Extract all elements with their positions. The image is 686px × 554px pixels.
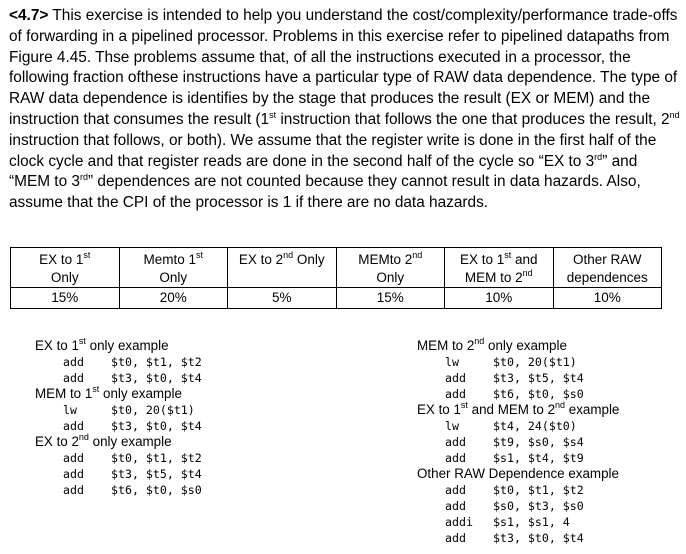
example-title: MEM to 1st only example bbox=[35, 384, 182, 401]
table-value-row bbox=[11, 288, 662, 309]
header-cell: Other RAW dependences bbox=[553, 248, 662, 288]
code-line: add $t6, $t0, $s0 bbox=[63, 483, 202, 497]
value-cell: 15% bbox=[11, 288, 120, 309]
code-line: lw $t4, 24($t0) bbox=[445, 419, 577, 433]
code-line: add $s1, $t4, $t9 bbox=[445, 451, 584, 465]
header-cell: EX to 1st and MEM to 2nd bbox=[445, 248, 554, 288]
examples-left bbox=[35, 338, 202, 498]
problem-number: <4.7> bbox=[9, 7, 49, 24]
example-title: MEM to 2nd only example bbox=[417, 336, 567, 353]
header-cell: MEMto 2nd Only bbox=[336, 248, 445, 288]
examples-right bbox=[417, 338, 619, 546]
example-title: Other RAW Dependence example bbox=[417, 466, 619, 481]
value-cell: 10% bbox=[553, 288, 662, 309]
code-line: add $t0, $t1, $t2 bbox=[63, 355, 202, 369]
example-title: EX to 1st and MEM to 2nd example bbox=[417, 400, 620, 417]
code-line: add $s0, $t3, $s0 bbox=[445, 499, 584, 513]
code-line: add $t3, $t0, $t4 bbox=[445, 531, 584, 545]
example-title: EX to 1st only example bbox=[35, 336, 169, 353]
value-cell: 15% bbox=[336, 288, 445, 309]
dependence-table bbox=[10, 247, 662, 309]
code-line: add $t9, $s0, $s4 bbox=[445, 435, 584, 449]
problem-statement: <4.7> This exercise is intended to help you understand the cost/complexity/performance trade-offs of forwarding in a pipelined processor. Problems in this exercise refer to pipelined datapaths from Figure 4.45. Thse problems assume that, of all the instructions executed in a processor, the following fraction ofthese instructions have a particular type of RAW data dependence. The type of RAW data dependence is identifies by the stage that produces the result (EX or MEM) and the instruction that consumes the result (1st instruction that follows the one that produces the result, 2nd instruction that follows, or both). We assume that the register write is done in the first half of the clock cycle and that register reads are done in the second half of the cycle so “EX to 3rd” and “MEM to 3rd” dependences are not counted because they cannot result in data hazards. Also, assume that the CPI of the processor is 1 if there are no data hazards. bbox=[9, 7, 680, 212]
code-line: addi $s1, $s1, 4 bbox=[445, 515, 570, 529]
example-title: EX to 2nd only example bbox=[35, 432, 172, 449]
code-line: add $t3, $t5, $t4 bbox=[63, 467, 202, 481]
code-line: lw $t0, 20($t1) bbox=[445, 355, 577, 369]
header-cell: EX to 2nd Only bbox=[228, 248, 337, 288]
table-header-row bbox=[11, 248, 662, 288]
value-cell: 5% bbox=[228, 288, 337, 309]
value-cell: 20% bbox=[119, 288, 228, 309]
header-cell: EX to 1st Only bbox=[11, 248, 120, 288]
code-line: add $t3, $t0, $t4 bbox=[63, 419, 202, 433]
code-line: add $t0, $t1, $t2 bbox=[445, 483, 584, 497]
code-line: add $t6, $t0, $s0 bbox=[445, 387, 584, 401]
code-line: add $t3, $t0, $t4 bbox=[63, 371, 202, 385]
code-line: add $t3, $t5, $t4 bbox=[445, 371, 584, 385]
value-cell: 10% bbox=[445, 288, 554, 309]
header-cell: Memto 1st Only bbox=[119, 248, 228, 288]
code-line: lw $t0, 20($t1) bbox=[63, 403, 195, 417]
code-line: add $t0, $t1, $t2 bbox=[63, 451, 202, 465]
